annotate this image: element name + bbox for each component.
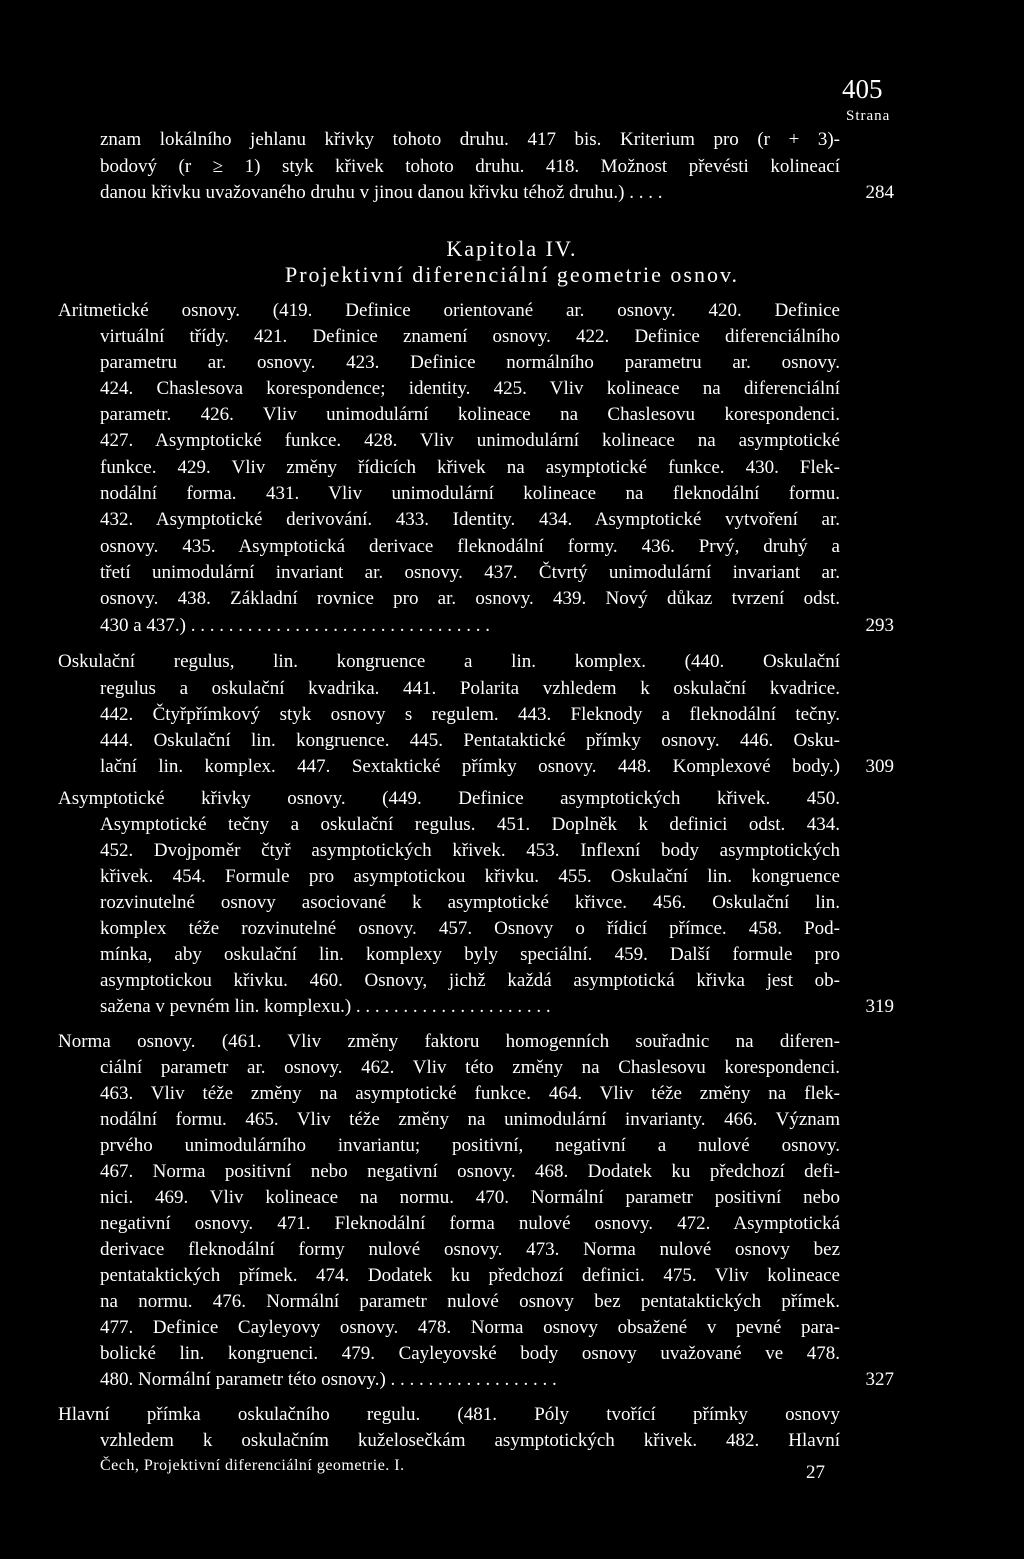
entry-line: nici. 469. Vliv kolineace na normu. 470. Normální parametr positivní nebo: [100, 1187, 840, 1208]
entry-line: třetí unimodulární invariant ar. osnovy. 437. Čtvrtý unimodulární invariant ar.: [100, 562, 840, 583]
entry-line: 432. Asymptotické derivování. 433. Identity. 434. Asymptotické vytvoření ar.: [100, 509, 840, 530]
entry-line: znam lokálního jehlanu křivky tohoto druhu. 417 bis. Kriterium pro (r + 3)-: [100, 129, 840, 150]
entry-line: lační lin. komplex. 447. Sextaktické přímky osnovy. 448. Komplexové body.): [100, 756, 840, 777]
entry-line: 463. Vliv téže změny na asymptotické funkce. 464. Vliv téže změny na flek-: [100, 1083, 840, 1104]
entry-line: 467. Norma positivní nebo negativní osnovy. 468. Dodatek ku předchozí defi-: [100, 1161, 840, 1182]
entry-line: vzhledem k oskulačním kuželosečkám asymptotických křivek. 482. Hlavní: [100, 1430, 840, 1451]
entry-line: Aritmetické osnovy. (419. Definice orientované ar. osnovy. 420. Definice: [58, 300, 840, 321]
entry-line: danou křivku uvažovaného druhu v jinou danou křivku téhož druhu.) . . . .: [100, 182, 663, 203]
entry-line: nodální formu. 465. Vliv téže změny na unimodulární invarianty. 466. Význam: [100, 1109, 840, 1130]
entry-line: 430 a 437.) . . . . . . . . . . . . . . . . . . . . . . . . . . . . . . . .: [100, 615, 491, 636]
entry-line: křivek. 454. Formule pro asymptotickou křivku. 455. Oskulační lin. kongruence: [100, 866, 840, 887]
entry-line: 452. Dvojpoměr čtyř asymptotických křivek. 453. Inflexní body asymptotických: [100, 840, 840, 861]
chapter-label: Kapitola IV.: [446, 236, 578, 261]
entry-page-number: 319: [865, 996, 894, 1017]
entry-line: 477. Definice Cayleyovy osnovy. 478. Norma osnovy obsažené v pevné para-: [100, 1317, 840, 1338]
entry-line: derivace fleknodální formy nulové osnovy. 473. Norma nulové osnovy bez: [100, 1239, 840, 1260]
entry-line: rozvinutelné osnovy asociované k asymptotické křivce. 456. Oskulační lin.: [100, 892, 840, 913]
entry-line: Asymptotické křivky osnovy. (449. Definice asymptotických křivek. 450.: [58, 788, 840, 809]
entry-line: asymptotickou křivku. 460. Osnovy, jichž každá asymptotická křivka jest ob-: [100, 970, 840, 991]
entry-line: na normu. 476. Normální parametr nulové osnovy bez pentataktických přímek.: [100, 1291, 840, 1312]
entry-line: Oskulační regulus, lin. kongruence a lin. komplex. (440. Oskulační: [58, 651, 840, 672]
entry-line: 442. Čtyřpřímkový styk osnovy s regulem. 443. Fleknody a fleknodální tečny.: [100, 704, 840, 725]
entry-line: funkce. 429. Vliv změny řídicích křivek na asymptotické funkce. 430. Flek-: [100, 457, 840, 478]
entry-page-number: 309: [865, 756, 894, 777]
entry-line: Hlavní přímka oskulačního regulu. (481. Póly tvořící přímky osnovy: [58, 1404, 840, 1425]
entry-line: prvého unimodulárního invariantu; positivní, negativní a nulové osnovy.: [100, 1135, 840, 1156]
entry-line: mínka, aby oskulační lin. komplexy byly speciální. 459. Další formule pro: [100, 944, 840, 965]
column-header: Strana: [846, 108, 891, 124]
entry-line: osnovy. 435. Asymptotická derivace fleknodální formy. 436. Prvý, druhý a: [100, 536, 840, 557]
entry-line: 427. Asymptotické funkce. 428. Vliv unimodulární kolineace na asymptotické: [100, 430, 840, 451]
entry-page-number: 293: [865, 615, 894, 636]
entry-line: 444. Oskulační lin. kongruence. 445. Pentataktické přímky osnovy. 446. Osku-: [100, 730, 840, 751]
entry-line: parametru ar. osnovy. 423. Definice normálního parametru ar. osnovy.: [100, 352, 840, 373]
entry-page-number: 327: [865, 1369, 894, 1390]
entry-line: parametr. 426. Vliv unimodulární kolineace na Chaslesovu korespondenci.: [100, 404, 840, 425]
chapter-title: Projektivní diferenciální geometrie osnov.: [284, 262, 740, 287]
entry-page-number: 284: [865, 182, 894, 203]
entry-line: Norma osnovy. (461. Vliv změny faktoru homogenních souřadnic na diferen-: [58, 1031, 840, 1052]
entry-line: regulus a oskulační kvadrika. 441. Polarita vzhledem k oskulační kvadrice.: [100, 678, 840, 699]
entry-line: negativní osnovy. 471. Fleknodální forma nulové osnovy. 472. Asymptotická: [100, 1213, 840, 1234]
entry-line: bolické lin. kongruenci. 479. Cayleyovské body osnovy uvažované ve 478.: [100, 1343, 840, 1364]
entry-line: Asymptotické tečny a oskulační regulus. 451. Doplněk k definici odst. 434.: [100, 814, 840, 835]
entry-line: bodový (r ≥ 1) styk křivek tohoto druhu. 418. Možnost převésti kolineací: [100, 156, 840, 177]
entry-line: 480. Normální parametr této osnovy.) . . . . . . . . . . . . . . . . . .: [100, 1369, 557, 1390]
entry-line: nodální forma. 431. Vliv unimodulární kolineace na fleknodální formu.: [100, 483, 840, 504]
page-number: 405: [842, 74, 883, 104]
entry-line: pentataktických přímek. 474. Dodatek ku předchozí definici. 475. Vliv kolineace: [100, 1265, 840, 1286]
entry-line: virtuální třídy. 421. Definice znamení osnovy. 422. Definice diferenciálního: [100, 326, 840, 347]
entry-line: sažena v pevném lin. komplexu.) . . . . . . . . . . . . . . . . . . . . .: [100, 996, 551, 1017]
entry-line: komplex téže rozvinutelné osnovy. 457. Osnovy o řídicí přímce. 458. Pod-: [100, 918, 840, 939]
footer-running-title: Čech, Projektivní diferenciální geometrie. I.: [100, 1457, 405, 1474]
entry-line: osnovy. 438. Základní rovnice pro ar. osnovy. 439. Nový důkaz tvrzení odst.: [100, 588, 840, 609]
entry-line: ciální parametr ar. osnovy. 462. Vliv této změny na Chaslesovu korespondenci.: [100, 1057, 840, 1078]
entry-line: 424. Chaslesova korespondence; identity. 425. Vliv kolineace na diferenciální: [100, 378, 840, 399]
footer-signature-mark: 27: [806, 1462, 825, 1483]
